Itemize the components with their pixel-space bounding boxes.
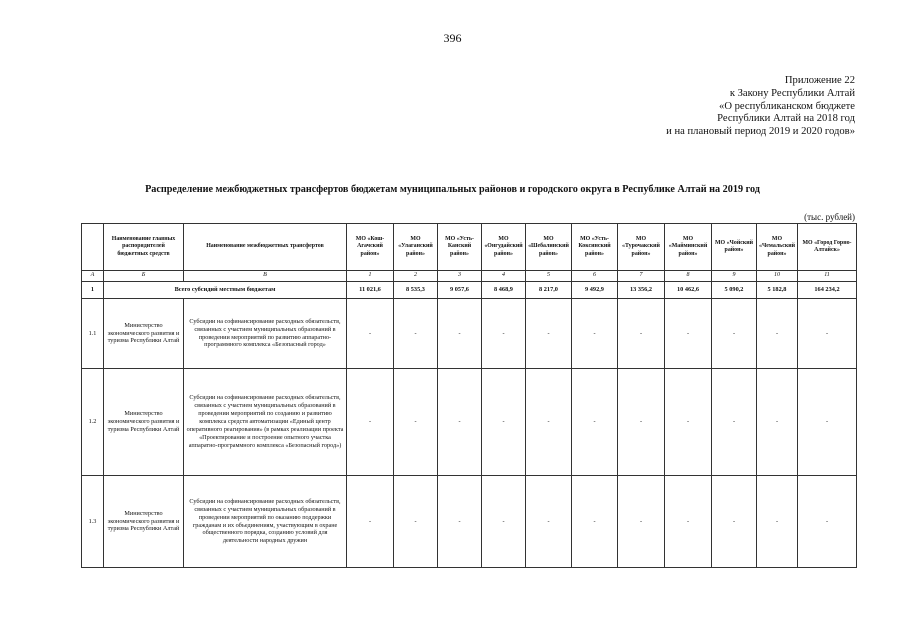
value-cell: -: [347, 299, 394, 369]
value-cell: -: [798, 369, 857, 476]
value-cell: -: [438, 299, 482, 369]
index-cell: 11: [798, 271, 857, 282]
header-cell: [82, 224, 104, 271]
index-cell: 1: [347, 271, 394, 282]
value-cell: -: [482, 299, 526, 369]
value-cell: -: [572, 299, 618, 369]
value-cell: -: [482, 476, 526, 568]
value-cell: -: [757, 476, 798, 568]
header-cell: МО «Усть-Канский район»: [438, 224, 482, 271]
table-row: [82, 476, 857, 568]
row-number: 1.3: [82, 476, 104, 568]
row-number: 1.1: [82, 299, 104, 369]
index-cell: 7: [618, 271, 665, 282]
ministry-cell: Министерство экономического развития и туризма Республики Алтай: [104, 369, 184, 476]
index-cell: А: [82, 271, 104, 282]
value-cell: -: [618, 476, 665, 568]
table-row: [82, 369, 857, 476]
value-cell: 9 492,9: [572, 282, 618, 299]
value-cell: 8 535,3: [394, 282, 438, 299]
value-cell: 164 234,2: [798, 282, 857, 299]
header-cell: МО «Майминский район»: [665, 224, 712, 271]
header-row: [82, 224, 857, 271]
value-cell: -: [665, 299, 712, 369]
value-cell: -: [394, 299, 438, 369]
row-number: 1: [82, 282, 104, 299]
header-cell: МО «Усть-Коксинский район»: [572, 224, 618, 271]
index-row: [82, 271, 857, 282]
header-cell: МО «Онгудайский район»: [482, 224, 526, 271]
value-cell: 8 468,9: [482, 282, 526, 299]
value-cell: 11 021,6: [347, 282, 394, 299]
ministry-cell: Министерство экономического развития и туризма Республики Алтай: [104, 476, 184, 568]
value-cell: -: [618, 299, 665, 369]
index-cell: 8: [665, 271, 712, 282]
value-cell: 13 356,2: [618, 282, 665, 299]
index-cell: 9: [712, 271, 757, 282]
header-cell: МО «Шебалинский район»: [526, 224, 572, 271]
transfer-description: Субсидии на софинансирование расходных обязательств, связанных с участием муниципальных образований в проведении мероприятий по оказанию поддержки гражданам и их объединениям, участвующим в охране общественного порядка, созданию условий для деятельности народных дружин: [184, 476, 347, 568]
header-cell: МО «Город Горно-Алтайск»: [798, 224, 857, 271]
header-cell: МО «Кош-Агачский район»: [347, 224, 394, 271]
page-number: 396: [443, 31, 462, 45]
value-cell: -: [665, 476, 712, 568]
row-number: 1.2: [82, 369, 104, 476]
appendix-note: [666, 75, 855, 139]
value-cell: -: [618, 369, 665, 476]
value-cell: 10 462,6: [665, 282, 712, 299]
index-cell: 4: [482, 271, 526, 282]
value-cell: -: [757, 299, 798, 369]
value-cell: -: [394, 369, 438, 476]
value-cell: -: [526, 476, 572, 568]
value-cell: -: [798, 476, 857, 568]
header-cell: МО «Чемальский район»: [757, 224, 798, 271]
total-row: [82, 282, 857, 299]
units-label: (тыс. рублей): [804, 212, 855, 222]
value-cell: -: [572, 476, 618, 568]
appendix-line: Республики Алтай на 2018 год: [717, 113, 855, 125]
header-cell: Наименование главных распорядителей бюджетных средств: [104, 224, 184, 271]
table-row: [82, 299, 857, 369]
value-cell: -: [712, 476, 757, 568]
index-cell: В: [184, 271, 347, 282]
value-cell: -: [665, 369, 712, 476]
value-cell: -: [712, 369, 757, 476]
value-cell: -: [438, 369, 482, 476]
ministry-cell: Министерство экономического развития и туризма Республики Алтай: [104, 299, 184, 369]
document-title: Распределение межбюджетных трансфертов бюджетам муниципальных районов и городского округа в Республике Алтай на 2019 год: [145, 184, 760, 195]
header-cell: МО «Чойский район»: [712, 224, 757, 271]
header-cell: Наименование межбюджетных трансфертов: [184, 224, 347, 271]
value-cell: -: [347, 476, 394, 568]
transfer-description: Субсидии на софинансирование расходных обязательств, связанных с участием муниципальных образований в проведении мероприятий по развитию аппаратно-программного комплекса «Безопасный город»: [184, 299, 347, 369]
appendix-line: к Закону Республики Алтай: [729, 87, 855, 99]
value-cell: -: [526, 369, 572, 476]
value-cell: -: [572, 369, 618, 476]
header-cell: МО «Улаганский район»: [394, 224, 438, 271]
index-cell: 2: [394, 271, 438, 282]
value-cell: 5 090,2: [712, 282, 757, 299]
appendix-line: «О республиканском бюджете: [719, 100, 855, 112]
value-cell: -: [482, 369, 526, 476]
value-cell: -: [798, 299, 857, 369]
total-label: Всего субсидий местным бюджетам: [104, 282, 347, 299]
value-cell: 5 182,8: [757, 282, 798, 299]
value-cell: -: [347, 369, 394, 476]
appendix-line: и на плановый период 2019 и 2020 годов»: [666, 126, 855, 138]
value-cell: -: [712, 299, 757, 369]
value-cell: 9 057,6: [438, 282, 482, 299]
value-cell: -: [526, 299, 572, 369]
transfer-description: Субсидии на софинансирование расходных обязательств, связанных с участием муниципальных образований в проведении мероприятий по созданию и развитию комплекса средств автоматизации «Единый центр оперативного реагирования» (в рамках реализации проекта «Проектирование и построение опытного участка аппаратно-программного комплекса «Безопасный город»): [184, 369, 347, 476]
value-cell: -: [438, 476, 482, 568]
value-cell: -: [394, 476, 438, 568]
appendix-line: Приложение 22: [784, 75, 855, 86]
index-cell: Б: [104, 271, 184, 282]
value-cell: -: [757, 369, 798, 476]
index-cell: 6: [572, 271, 618, 282]
index-cell: 10: [757, 271, 798, 282]
index-cell: 3: [438, 271, 482, 282]
value-cell: 8 217,0: [526, 282, 572, 299]
index-cell: 5: [526, 271, 572, 282]
transfers-table: [81, 223, 857, 568]
header-cell: МО «Турочакский район»: [618, 224, 665, 271]
